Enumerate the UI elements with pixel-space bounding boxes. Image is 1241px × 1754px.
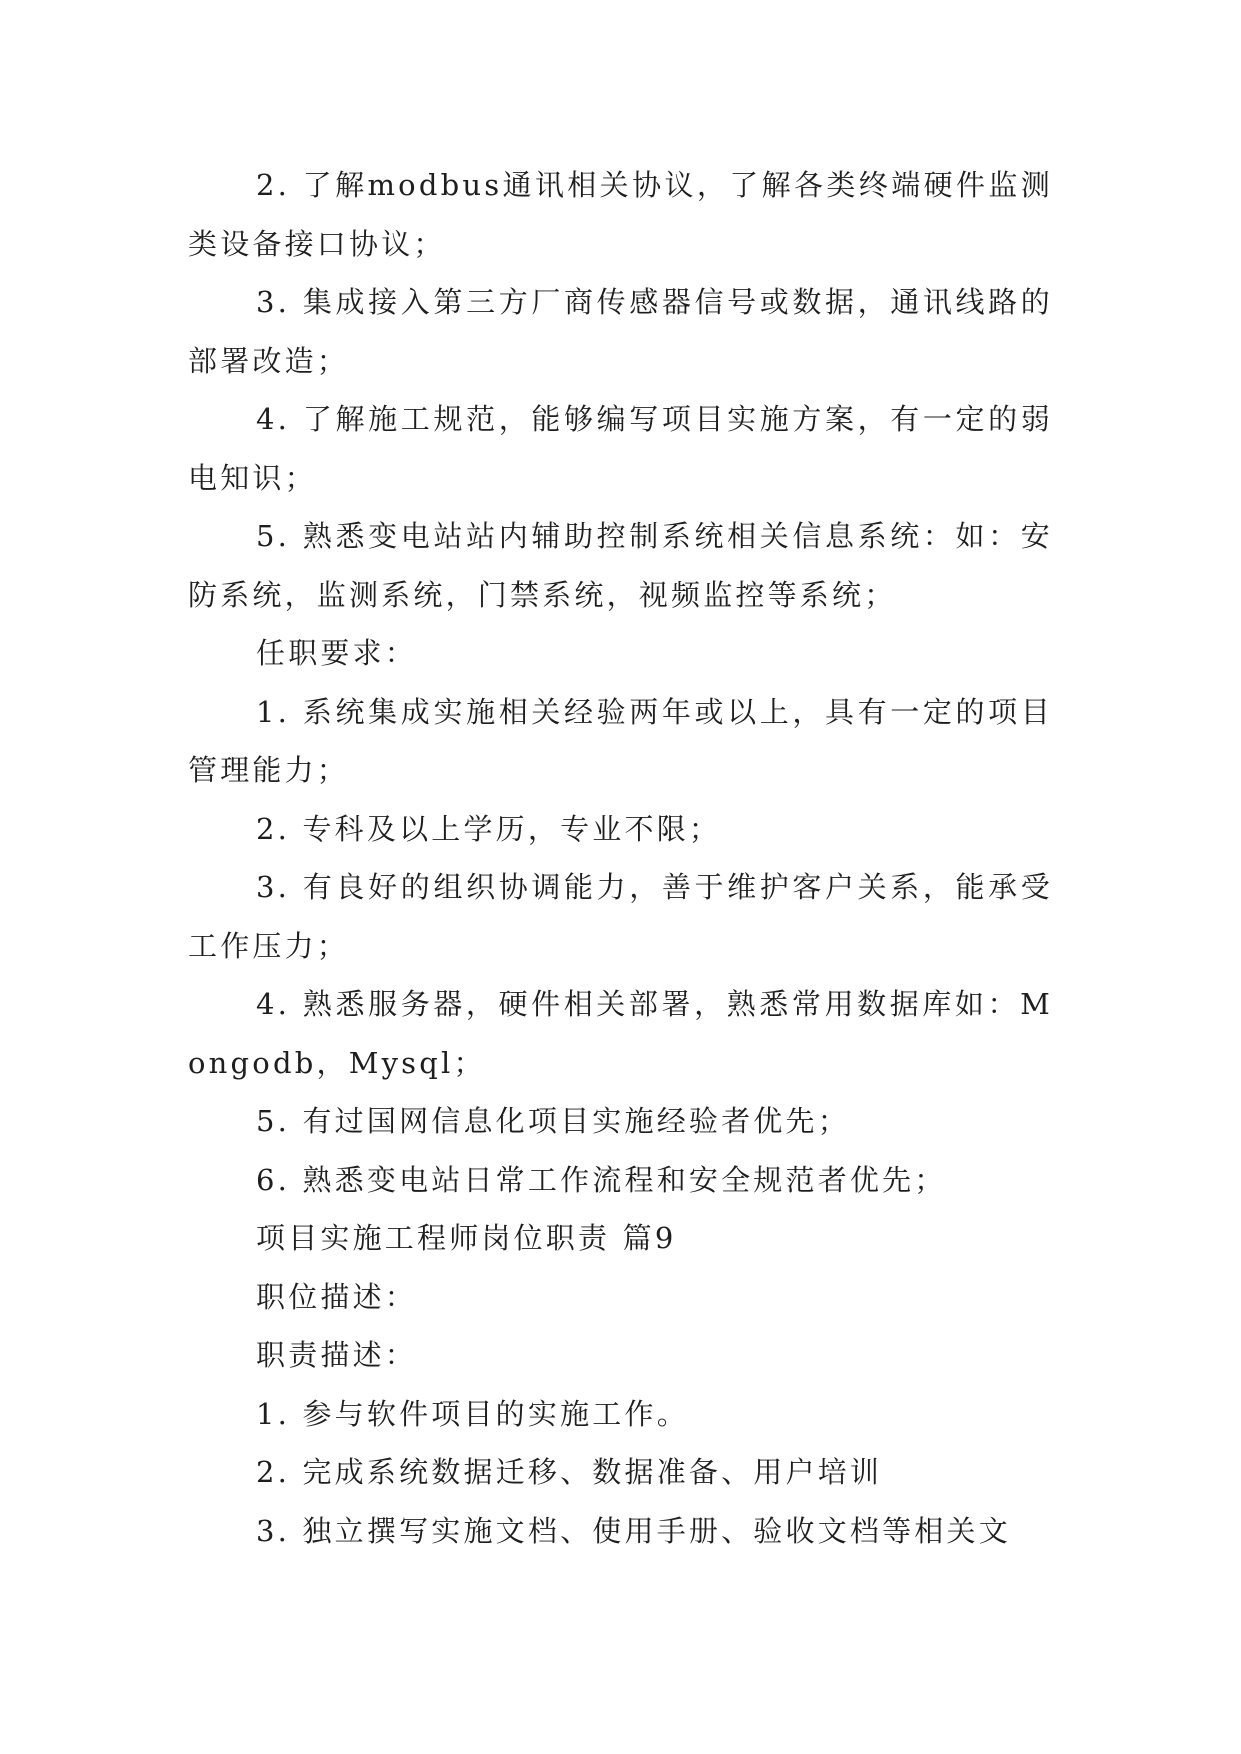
paragraph-duty-4: 4. 了解施工规范，能够编写项目实施方案，有一定的弱电知识； (188, 402, 1053, 495)
document-body (188, 156, 1053, 1560)
paragraph-requirement-3: 3. 有良好的组织协调能力，善于维护客户关系，能承受工作压力； (188, 870, 1053, 963)
paragraph-duty-3: 3. 集成接入第三方厂商传感器信号或数据，通讯线路的部署改造； (188, 285, 1053, 378)
paragraph-requirement-5: 5. 有过国网信息化项目实施经验者优先； (256, 1104, 850, 1138)
paragraph-duty-2: 2. 了解modbus通讯相关协议，了解各类终端硬件监测类设备接口协议； (188, 168, 1053, 261)
section-heading-requirements: 任职要求： (256, 636, 418, 670)
paragraph-description-1: 1. 参与软件项目的实施工作。 (256, 1396, 689, 1431)
paragraph-description-3: 3. 独立撰写实施文档、使用手册、验收文档等相关文 (256, 1513, 1011, 1548)
section-title-part-9: 项目实施工程师岗位职责 篇9 (256, 1221, 677, 1255)
section-heading-position-description: 职位描述： (256, 1279, 418, 1314)
paragraph-requirement-1: 1. 系统集成实施相关经验两年或以上，具有一定的项目管理能力； (188, 694, 1053, 787)
paragraph-requirement-6: 6. 熟悉变电站日常工作流程和安全规范者优先； (256, 1162, 947, 1197)
paragraph-requirement-4: 4. 熟悉服务器，硬件相关部署，熟悉常用数据库如：Mongodb，Mysql； (188, 987, 1053, 1080)
paragraph-description-2: 2. 完成系统数据迁移、数据准备、用户培训 (256, 1455, 883, 1489)
paragraph-requirement-2: 2. 专科及以上学历，专业不限； (256, 811, 722, 846)
paragraph-duty-5: 5. 熟悉变电站站内辅助控制系统相关信息系统：如：安防系统，监测系统，门禁系统，视频监控等系统； (188, 519, 1053, 612)
section-heading-duty-description: 职责描述： (256, 1338, 418, 1372)
